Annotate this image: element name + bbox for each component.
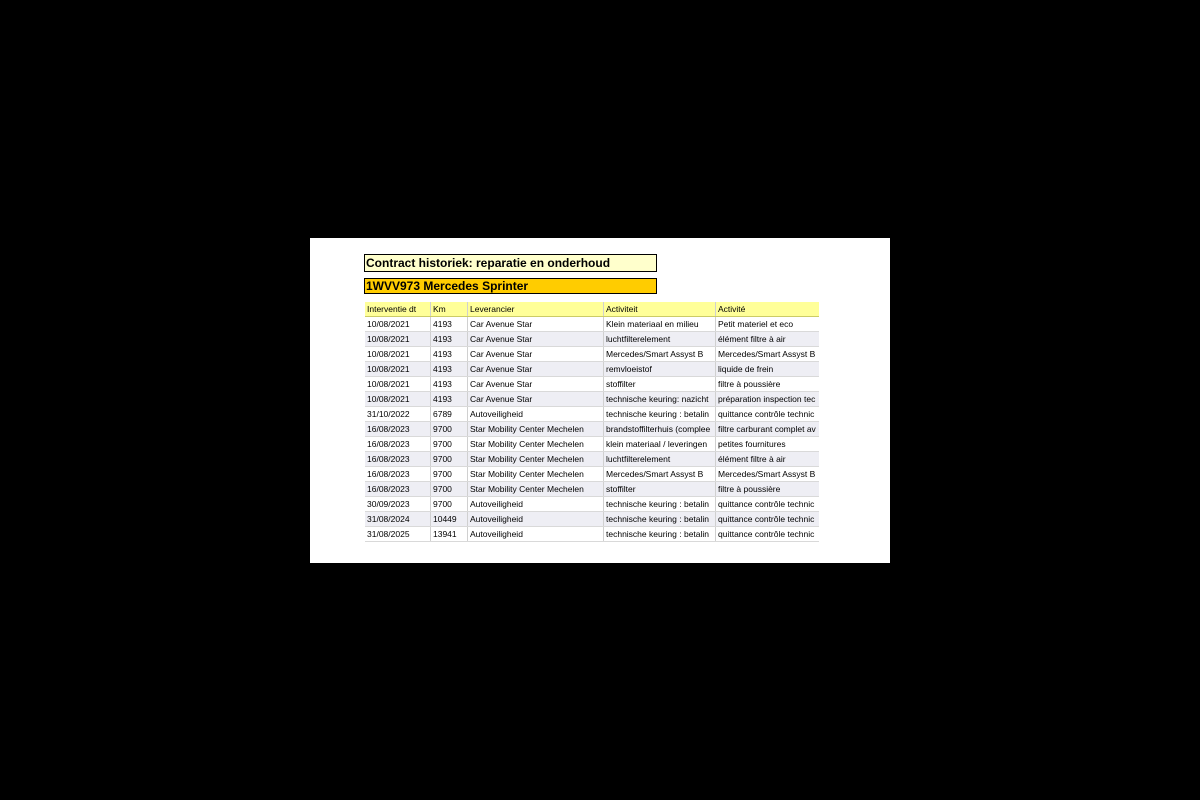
table-row — [365, 332, 819, 347]
cell-supplier: Star Mobility Center Mechelen — [468, 467, 604, 481]
cell-supplier: Autoveiligheid — [468, 527, 604, 541]
cell-km: 6789 — [431, 407, 468, 421]
cell-km: 9700 — [431, 422, 468, 436]
cell-activity-fr: quittance contrôle technic — [718, 409, 815, 419]
cell-supplier: Autoveiligheid — [468, 407, 604, 421]
cell-km: 4193 — [431, 377, 468, 391]
cell-date: 10/08/2021 — [365, 332, 431, 346]
cell-supplier: Car Avenue Star — [468, 392, 604, 406]
cell-activity-nl: Klein materiaal en milieu — [604, 317, 716, 331]
table-row — [365, 422, 819, 437]
cell-date: 30/09/2023 — [365, 497, 431, 511]
cell-supplier: Autoveiligheid — [468, 497, 604, 511]
table-header-row — [365, 302, 819, 317]
cell-date: 16/08/2023 — [365, 437, 431, 451]
header-activite: Activité — [718, 304, 746, 314]
table-row — [365, 527, 819, 542]
cell-activity-nl: stoffilter — [604, 377, 716, 391]
table-row — [365, 482, 819, 497]
cell-activity-nl: stoffilter — [604, 482, 716, 496]
cell-date: 10/08/2021 — [365, 377, 431, 391]
cell-activity-nl: technische keuring: nazicht — [604, 392, 716, 406]
cell-activity-nl: luchtfilterelement — [604, 332, 716, 346]
cell-date: 16/08/2023 — [365, 422, 431, 436]
history-table — [365, 302, 819, 542]
table-row — [365, 437, 819, 452]
table-row — [365, 407, 819, 422]
cell-activity-fr: liquide de frein — [718, 364, 774, 374]
cell-supplier: Star Mobility Center Mechelen — [468, 482, 604, 496]
cell-activity-fr: quittance contrôle technic — [718, 499, 815, 509]
table-row — [365, 377, 819, 392]
cell-activity-fr: filtre à poussière — [718, 484, 781, 494]
table-row — [365, 392, 819, 407]
table-row — [365, 467, 819, 482]
cell-supplier: Car Avenue Star — [468, 362, 604, 376]
cell-activity-nl: technische keuring : betalin — [604, 407, 716, 421]
table-row — [365, 347, 819, 362]
cell-date: 10/08/2021 — [365, 317, 431, 331]
cell-activity-fr: filtre carburant complet av — [718, 424, 816, 434]
cell-activity-nl: Mercedes/Smart Assyst B — [604, 467, 716, 481]
cell-activity-nl: luchtfilterelement — [604, 452, 716, 466]
cell-activity-fr: filtre à poussière — [718, 379, 781, 389]
cell-activity-fr: Petit materiel et eco — [718, 319, 794, 329]
cell-activity-fr: élément filtre à air — [718, 454, 786, 464]
cell-date: 31/08/2024 — [365, 512, 431, 526]
cell-km: 9700 — [431, 467, 468, 481]
header-km: Km — [431, 302, 468, 316]
cell-activity-nl: technische keuring : betalin — [604, 527, 716, 541]
cell-activity-nl: technische keuring : betalin — [604, 497, 716, 511]
cell-supplier: Car Avenue Star — [468, 377, 604, 391]
cell-activity-nl: klein materiaal / leveringen — [604, 437, 716, 451]
cell-km: 4193 — [431, 332, 468, 346]
cell-activity-fr: préparation inspection tec — [718, 394, 816, 404]
cell-km: 10449 — [431, 512, 468, 526]
table-body — [365, 317, 819, 542]
cell-activity-nl: remvloeistof — [604, 362, 716, 376]
cell-km: 4193 — [431, 347, 468, 361]
cell-supplier: Car Avenue Star — [468, 347, 604, 361]
cell-km: 9700 — [431, 482, 468, 496]
cell-km: 4193 — [431, 362, 468, 376]
cell-supplier: Car Avenue Star — [468, 317, 604, 331]
cell-activity-nl: technische keuring : betalin — [604, 512, 716, 526]
cell-supplier: Car Avenue Star — [468, 332, 604, 346]
table-row — [365, 512, 819, 527]
cell-activity-fr: petites fournitures — [718, 439, 786, 449]
cell-date: 10/08/2021 — [365, 347, 431, 361]
document-title: Contract historiek: reparatie en onderhoud — [364, 254, 657, 272]
cell-activity-nl: Mercedes/Smart Assyst B — [604, 347, 716, 361]
cell-activity-fr: quittance contrôle technic — [718, 514, 815, 524]
cell-km: 9700 — [431, 437, 468, 451]
cell-supplier: Star Mobility Center Mechelen — [468, 422, 604, 436]
document-page — [310, 238, 890, 563]
table-row — [365, 497, 819, 512]
cell-activity-fr: élément filtre à air — [718, 334, 786, 344]
cell-date: 16/08/2023 — [365, 482, 431, 496]
cell-supplier: Autoveiligheid — [468, 512, 604, 526]
cell-date: 10/08/2021 — [365, 392, 431, 406]
header-activiteit: Activiteit — [604, 302, 716, 316]
header-interventie-dt: Interventie dt — [365, 302, 431, 316]
cell-supplier: Star Mobility Center Mechelen — [468, 452, 604, 466]
vehicle-title: 1WVV973 Mercedes Sprinter — [364, 278, 657, 294]
cell-activity-nl: brandstoffilterhuis (complee — [604, 422, 716, 436]
cell-date: 31/08/2025 — [365, 527, 431, 541]
cell-activity-fr: quittance contrôle technic — [718, 529, 815, 539]
cell-km: 9700 — [431, 497, 468, 511]
cell-date: 31/10/2022 — [365, 407, 431, 421]
table-row — [365, 317, 819, 332]
table-row — [365, 362, 819, 377]
cell-date: 10/08/2021 — [365, 362, 431, 376]
cell-activity-fr: Mercedes/Smart Assyst B — [718, 469, 816, 479]
cell-date: 16/08/2023 — [365, 467, 431, 481]
cell-date: 16/08/2023 — [365, 452, 431, 466]
cell-supplier: Star Mobility Center Mechelen — [468, 437, 604, 451]
cell-km: 4193 — [431, 317, 468, 331]
table-row — [365, 452, 819, 467]
cell-km: 9700 — [431, 452, 468, 466]
cell-activity-fr: Mercedes/Smart Assyst B — [718, 349, 816, 359]
cell-km: 4193 — [431, 392, 468, 406]
cell-km: 13941 — [431, 527, 468, 541]
header-leverancier: Leverancier — [468, 302, 604, 316]
